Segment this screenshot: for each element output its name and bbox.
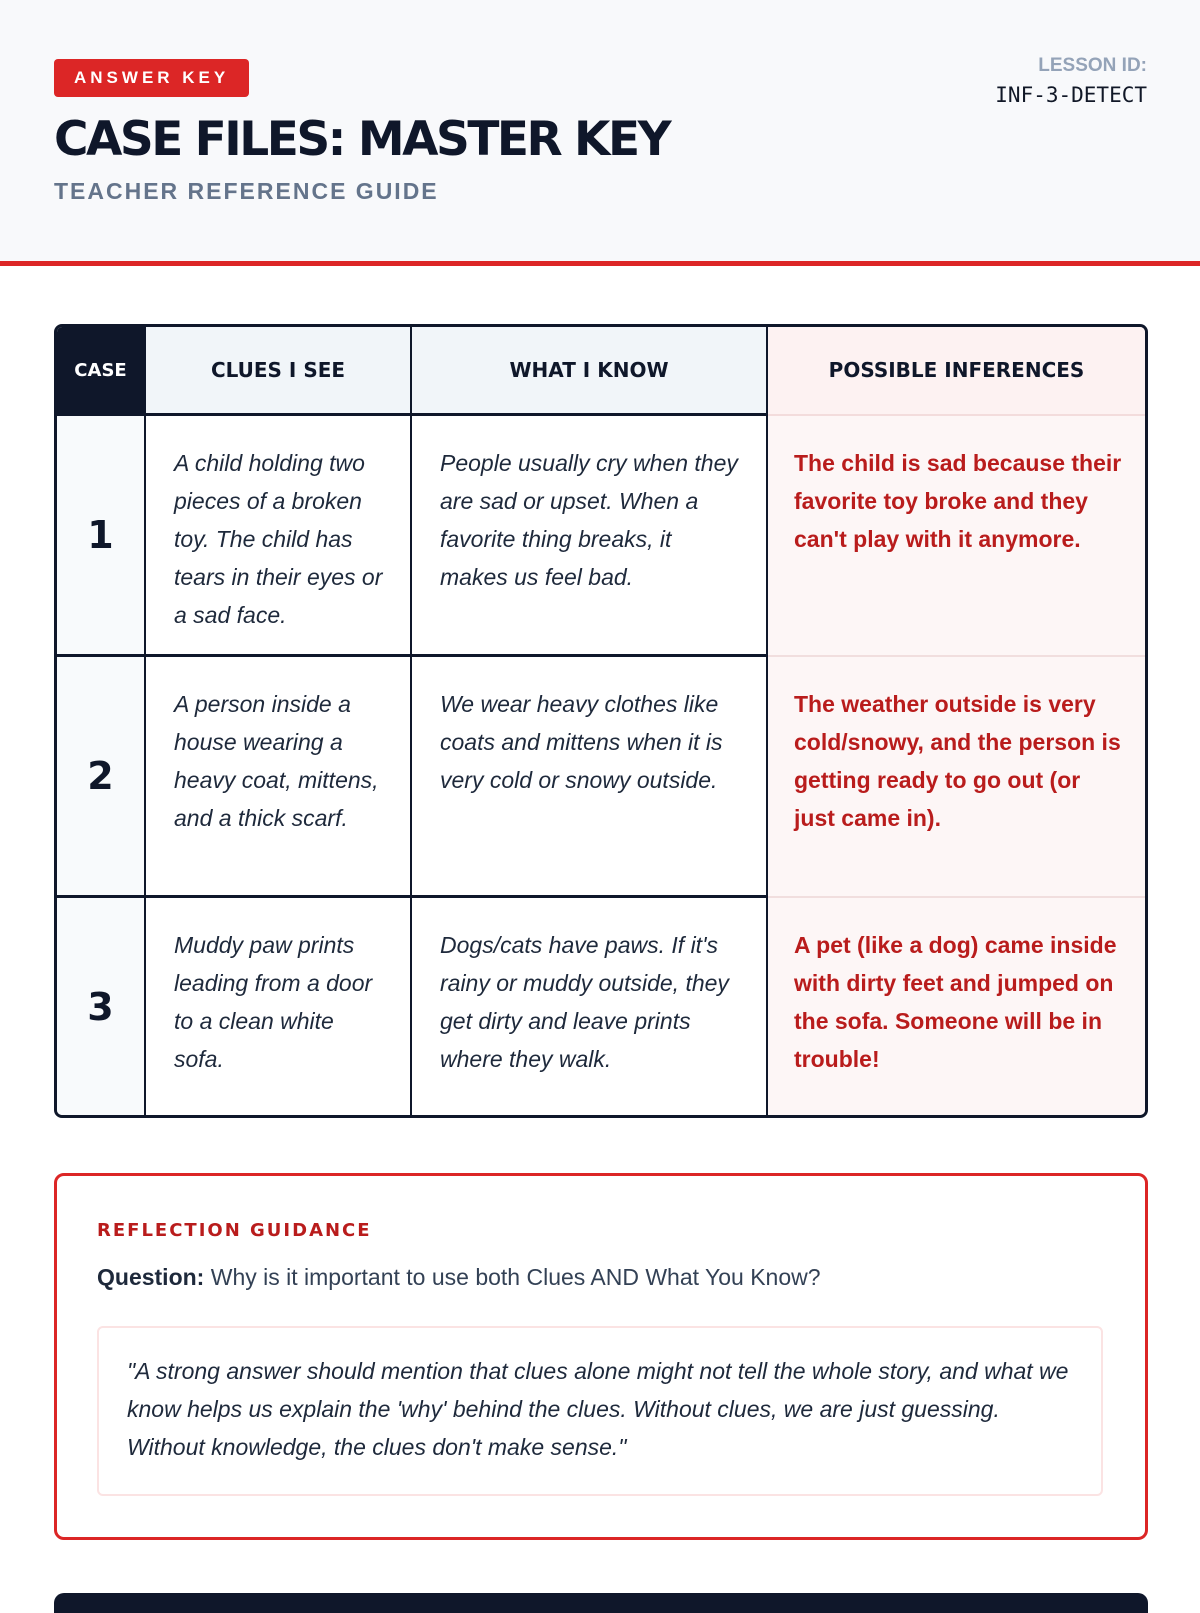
case-number: 3 (57, 897, 145, 1116)
clues-cell: Muddy paw prints leading from a door to a clean white sofa. (145, 897, 411, 1116)
lesson-id-value: INF-3-DETECT (995, 83, 1147, 107)
table-row (57, 897, 1145, 1116)
clues-cell: A person inside a house wearing a heavy coat, mittens, and a thick scarf. (145, 656, 411, 897)
case-table (54, 324, 1148, 1118)
column-header-clues: CLUES I SEE (145, 327, 411, 415)
lesson-id-label: LESSON ID: (1038, 55, 1147, 76)
model-answer: "A strong answer should mention that clues alone might not tell the whole story, and what we know helps us explain the 'why' behind the clues. Without clues, we are just guessing. Without knowledge, the clues don't make sense." (97, 1326, 1103, 1496)
question-text: Why is it important to use both Clues AND What You Know? (210, 1264, 821, 1290)
case-number: 1 (57, 415, 145, 656)
table-row (57, 656, 1145, 897)
inference-cell: The child is sad because their favorite toy broke and they can't play with it anymore. (767, 415, 1145, 656)
inference-cell: The weather outside is very cold/snowy, and the person is getting ready to go out (or just came in). (767, 656, 1145, 897)
page-subtitle: TEACHER REFERENCE GUIDE (54, 178, 439, 204)
table-header-row (57, 327, 1145, 415)
answer-key-badge: ANSWER KEY (54, 59, 249, 97)
reflection-guidance-box (54, 1173, 1148, 1540)
know-cell: Dogs/cats have paws. If it's rainy or muddy outside, they get dirty and leave prints where they walk. (411, 897, 767, 1116)
column-header-case: CASE (57, 327, 145, 415)
reflection-question (97, 1264, 821, 1291)
clues-cell: A child holding two pieces of a broken toy. The child has tears in their eyes or a sad face. (145, 415, 411, 656)
know-cell: People usually cry when they are sad or upset. When a favorite thing breaks, it makes us feel bad. (411, 415, 767, 656)
column-header-inferences: POSSIBLE INFERENCES (767, 327, 1145, 415)
case-number: 2 (57, 656, 145, 897)
question-label: Question: (97, 1264, 205, 1290)
table-row (57, 415, 1145, 656)
page-title: CASE FILES: MASTER KEY (54, 112, 670, 167)
column-header-know: WHAT I KNOW (411, 327, 767, 415)
inference-cell: A pet (like a dog) came inside with dirty feet and jumped on the sofa. Someone will be in trouble! (767, 897, 1145, 1116)
reflection-title: REFLECTION GUIDANCE (97, 1220, 372, 1241)
footer-bar (54, 1593, 1148, 1613)
know-cell: We wear heavy clothes like coats and mittens when it is very cold or snowy outside. (411, 656, 767, 897)
page-header (0, 0, 1200, 266)
